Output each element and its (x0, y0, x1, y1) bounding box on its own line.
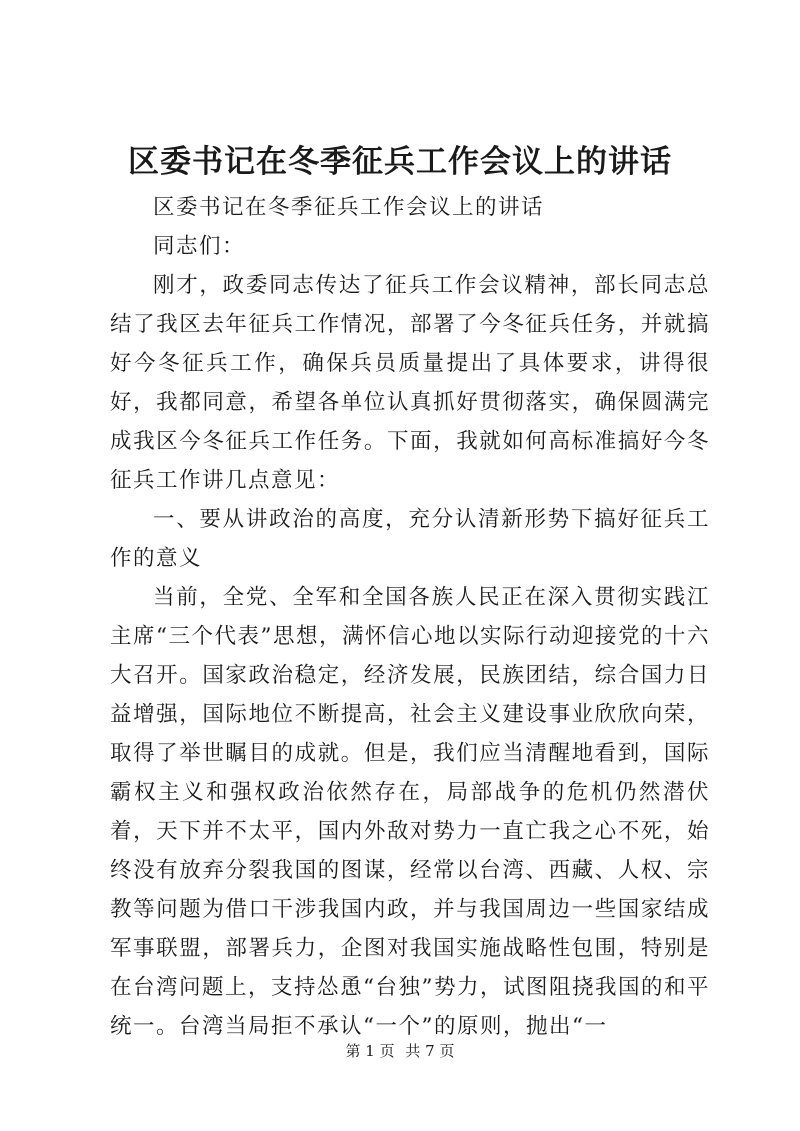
paragraph-subtitle: 区委书记在冬季征兵工作会议上的讲话 (153, 195, 545, 220)
paragraph-salutation: 同志们： (153, 234, 246, 259)
document-body (110, 188, 710, 1046)
page-number: 第 1 页 (345, 1042, 395, 1060)
paragraph-body: 当前，全党、全军和全国各族人民正在深入贯彻实践江主席“三个代表”思想，满怀信心地以实际行动迎接党的十六大召开。国家政治稳定，经济发展，民族团结，综合国力日益增强，国际地位不断提高，社会主义建设事业欣欣向荣，取得了举世瞩目的成就。但是，我们应当清醒地看到，国际霸权主义和强权政治依然存在，局部战争的危机仍然潜伏着，天下并不太平，国内外敌对势力一直亡我之心不死，始终没有放弃分裂我国的图谋，经常以台湾、西藏、人权、宗教等问题为借口干涉我国内政，并与我国周边一些国家结成军事联盟，部署兵力，企图对我国实施战略性包围，特别是在台湾问题上，支持怂恿“台独”势力，试图阻挠我国的和平统一。台湾当局拒不承认“一个”的原则，抛出“一 (110, 585, 710, 1039)
paragraph-section-heading: 一、要从讲政治的高度，充分认清新形势下搞好征兵工作的意义 (110, 507, 710, 571)
paragraph-intro: 刚才，政委同志传达了征兵工作会议精神，部长同志总结了我区去年征兵工作情况，部署了今冬征兵任务，并就搞好今冬征兵工作，确保兵员质量提出了具体要求，讲得很好，我都同意，希望各单位认真抓好贯彻落实，确保圆满完成我区今冬征兵工作任务。下面，我就如何高标准搞好今冬征兵工作讲几点意见： (110, 273, 710, 493)
page-footer (0, 1041, 800, 1061)
page-total: 共 7 页 (405, 1042, 455, 1060)
document-title: 区委书记在冬季征兵工作会议上的讲话 (128, 144, 672, 180)
